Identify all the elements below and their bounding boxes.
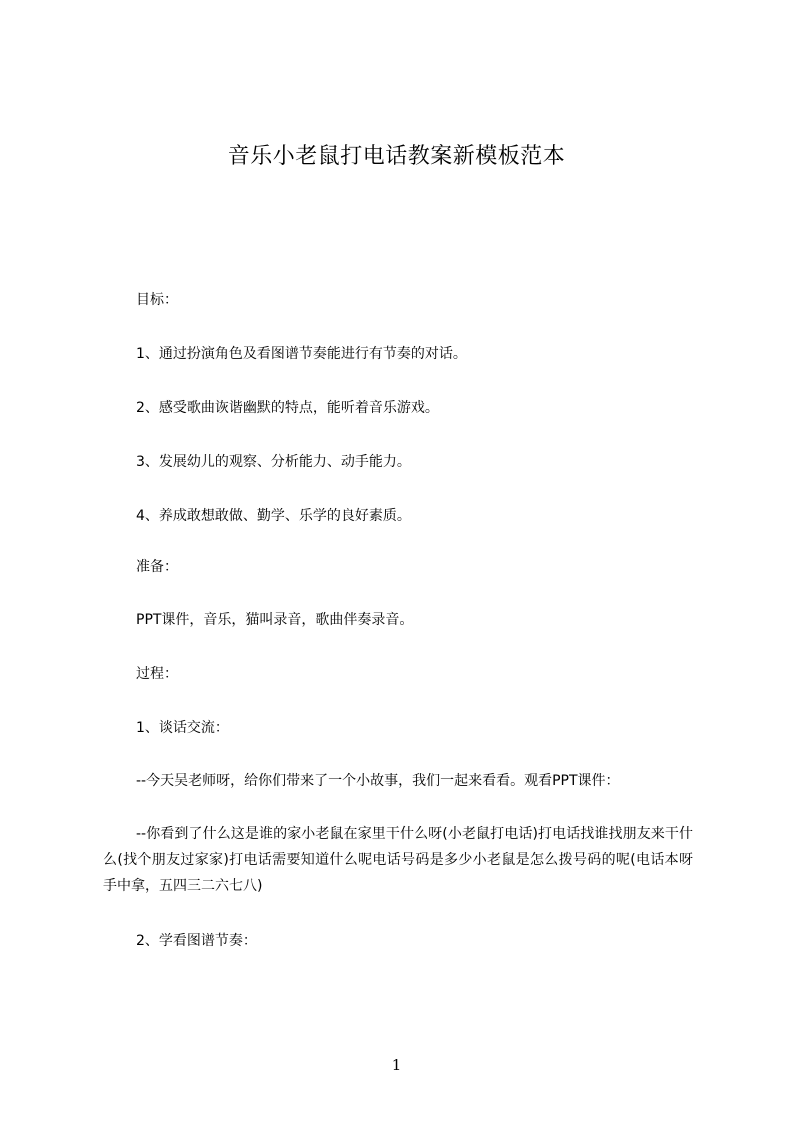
process-step-1: 1、谈话交流： <box>136 720 229 736</box>
document-title: 音乐小老鼠打电话教案新模板范本 <box>227 144 566 169</box>
process-intro-text: --今天吴老师呀，给你们带来了一个小故事，我们一起来看看。观看PPT课件： <box>136 773 620 789</box>
goal-item-4: 4、养成敢想敢做、勤学、乐学的良好素质。 <box>136 508 411 524</box>
story-paragraph <box>103 821 693 899</box>
heading-process: 过程： <box>136 666 178 682</box>
preparation-text: PPT课件，音乐，猫叫录音，歌曲伴奏录音。 <box>136 612 414 628</box>
process-step-2: 2、学看图谱节奏： <box>136 933 257 949</box>
heading-preparation: 准备： <box>136 559 178 575</box>
page-number: 1 <box>391 1056 402 1074</box>
story-paragraph-text: --你看到了什么这是谁的家小老鼠在家里干什么呀(小老鼠打电话)打电话找谁找朋友来干什么(找个朋友过家家)打电话需要知道什么呢电话号码是多少小老鼠是怎么拨号码的呢(电话本呀手中拿，五四三二六七八) <box>103 826 693 894</box>
goal-item-3: 3、发展幼儿的观察、分析能力、动手能力。 <box>136 454 411 470</box>
goal-item-1: 1、通过扮演角色及看图谱节奏能进行有节奏的对话。 <box>136 346 467 362</box>
goal-item-2: 2、感受歌曲诙谐幽默的特点，能听着音乐游戏。 <box>136 400 439 416</box>
heading-goals: 目标： <box>136 292 178 308</box>
